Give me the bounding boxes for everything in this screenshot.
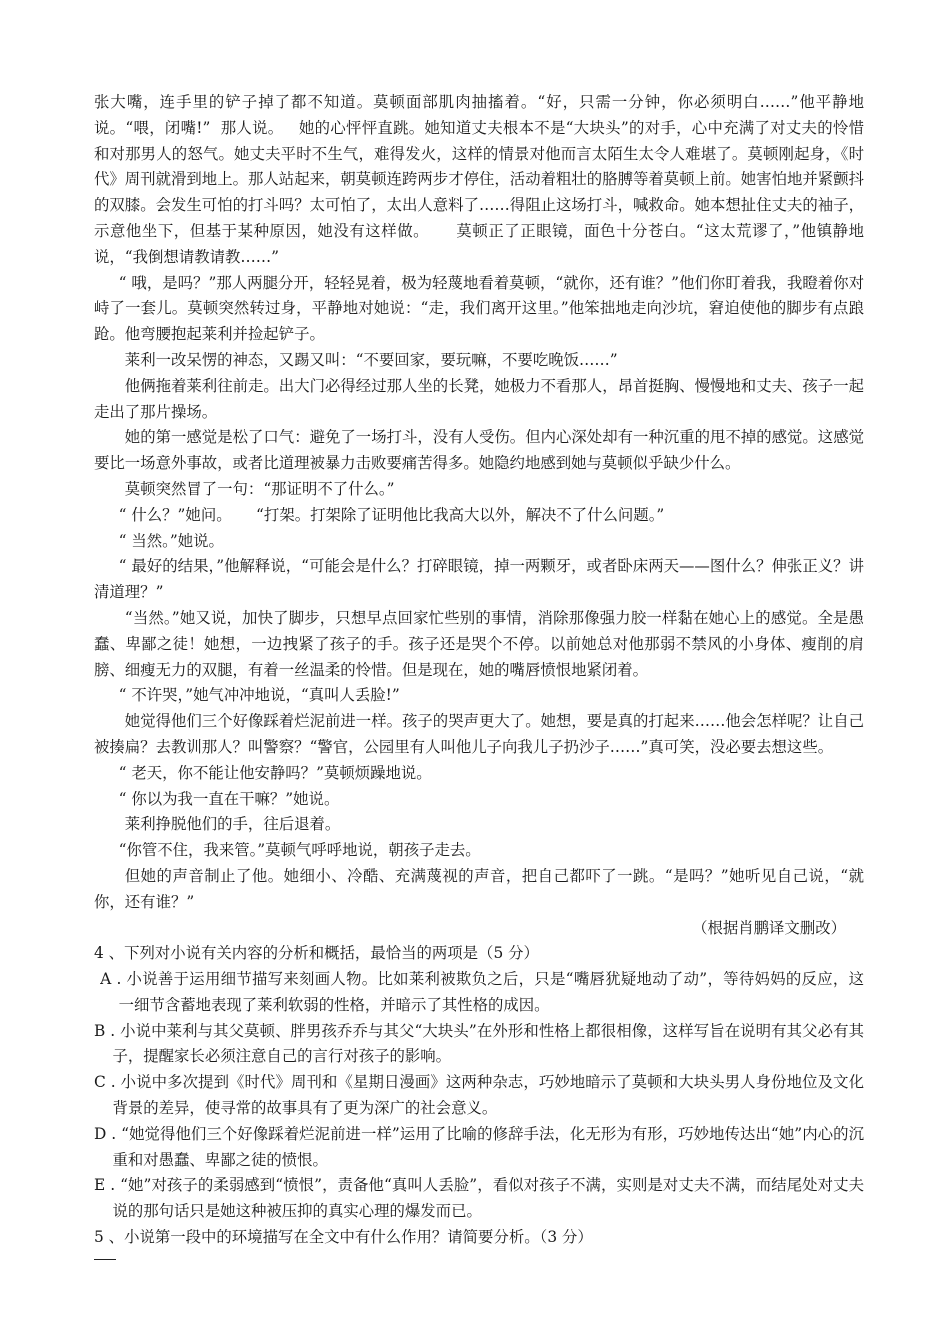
passage-paragraph-10: “当然。”她又说，加快了脚步，只想早点回家忙些别的事情，消除那像强力胶一样黏在她心上的感觉。全是愚蠢、卑鄙之徒！她想，一边拽紧了孩子的手。孩子还是哭个不停。以前她总对他那弱不禁风的小身体、瘦削的肩膀、细瘦无力的双腿，有着一丝温柔的怜惜。但是现在，她的嘴唇愤恨地紧闭着。 <box>94 608 864 679</box>
question-5-stem: 5 、小说第一段中的环境描写在全文中有什么作用？请简要分析。（3 分） <box>94 1228 593 1247</box>
passage-paragraph-1: 张大嘴，连手里的铲子掉了都不知道。莫顿面部肌肉抽搐着。“好，只需一分钟，你必须明白……”他平静地说。“喂，闭嘴!” 那人说。 她的心怦怦直跳。她知道丈夫根本不是“大块头”的对手，心中充满了对丈夫的怜惜和对那男人的怒气。她丈夫平时不生气，难得发火，这样的情景对他而言太陌生太令人难堪了。莫顿刚起身，《时代》周刊就滑到地上。那人站起来，朝莫顿连跨两步才停住，活动着粗壮的胳膊等着莫顿上前。她害怕地并紧颤抖的双膝。会发生可怕的打斗吗？太可怕了，太出人意料了……得阻止这场打斗，喊救命。她本想扯住丈夫的袖子，示意他坐下，但基于某种原因，她没有这样做。 莫顿正了正眼镜，面色十分苍白。“这太荒谬了，”他镇静地说，“我倒想请教请教……” <box>94 93 864 266</box>
passage-paragraph-3: 莱利一改呆愣的神态，又踢又叫：“不要回家，要玩嘛，不要吃晚饭……” <box>124 350 618 369</box>
passage-paragraph-9: “ 最好的结果，”他解释说，“可能会是什么？打碎眼镜，掉一两颗牙，或者卧床两天——图什么？伸张正义？讲清道理？” <box>94 557 864 602</box>
passage-paragraph-17: 但她的声音制止了他。她细小、冷酷、充满蔑视的声音，把自己都吓了一跳。“是吗？”她听见自己说，“就你，还有谁？” <box>94 866 864 911</box>
question-4-option-e: E . “她”对孩子的柔弱感到“愤恨”，责备他“真叫人丢脸”，看似对孩子不满，实则是对丈夫不满，而结尾处对丈夫说的那句话只是她这种被压抑的真实心理的爆发而已。 <box>94 1176 864 1221</box>
passage-paragraph-16: “你管不住，我来管。”莫顿气呼呼地说，朝孩子走去。 <box>118 841 481 860</box>
question-4-option-d: D . “她觉得他们三个好像踩着烂泥前进一样”运用了比喻的修辞手法，化无形为有形，巧妙地传达出“她”内心的沉重和对愚蠢、卑鄙之徒的愤恨。 <box>94 1124 864 1169</box>
passage-paragraph-5: 她的第一感觉是松了口气：避免了一场打斗，没有人受伤。但内心深处却有一种沉重的甩不掉的感觉。这感觉要比一场意外事故，或者比道理被暴力击败要痛苦得多。她隐约地感到她与莫顿似乎缺少什么。 <box>94 428 864 473</box>
passage-paragraph-12: 她觉得他们三个好像踩着烂泥前进一样。孩子的哭声更大了。她想，要是真的打起来……他会怎样呢？让自己被揍扁？去教训那人？叫警察？“警官，公园里有人叫他儿子向我儿子扔沙子……”真可笑，没必要去想这些。 <box>94 712 864 756</box>
question-4-option-a: A . 小说善于运用细节描写来刻画人物。比如莱利被欺负之后，只是“嘴唇犹疑地动了动”，等待妈妈的反应，这一细节含蓄地表现了莱利软弱的性格，并暗示了其性格的成因。 <box>100 970 864 1014</box>
passage-paragraph-2: “ 哦，是吗？”那人两腿分开，轻轻晃着，极为轻蔑地看着莫顿，“就你，还有谁？”他们你盯着我，我瞪着你对峙了一套儿。莫顿突然转过身，平静地对她说：“走，我们离开这里。”他笨拙地走向沙坑，窘迫使他的脚步有点踉跄。他弯腰抱起莱利并捡起铲子。 <box>94 273 864 344</box>
answer-line <box>94 1259 116 1260</box>
exam-page <box>94 90 864 1260</box>
passage-paragraph-14: “ 你以为我一直在干嘛？”她说。 <box>118 789 340 808</box>
question-4-option-b: B . 小说中莱利与其父莫顿、胖男孩乔乔与其父“大块头”在外形和性格上都很相像，这样写旨在说明有其父必有其子，提醒家长必须注意自己的言行对孩子的影响。 <box>94 1021 864 1066</box>
passage-paragraph-13: “ 老天，你不能让他安静吗？”莫顿烦躁地说。 <box>118 763 432 782</box>
passage-paragraph-8: “ 当然。”她说。 <box>118 531 224 550</box>
passage-paragraph-7: “ 什么？”她问。 “打架。打架除了证明他比我高大以外，解决不了什么问题。” <box>118 505 665 524</box>
passage-paragraph-6: 莫顿突然冒了一句：“那证明不了什么。” <box>124 479 395 498</box>
passage-paragraph-15: 莱利挣脱他们的手，往后退着。 <box>124 815 341 834</box>
passage-paragraph-11: “ 不许哭，”她气冲冲地说，“真叫人丢脸!” <box>118 686 400 705</box>
question-4-option-c: C . 小说中多次提到《时代》周刊和《星期日漫画》这两种杂志，巧妙地暗示了莫顿和大块头男人身份地位及文化背景的差异，使寻常的故事具有了更为深广的社会意义。 <box>94 1073 864 1118</box>
passage-source: （根据肖鹏译文删改） <box>692 918 846 937</box>
passage-paragraph-4: 他俩拖着莱利往前走。出大门必得经过那人坐的长凳，她极力不看那人，昂首挺胸、慢慢地和丈夫、孩子一起走出了那片操场。 <box>94 376 864 421</box>
question-4-stem: 4 、下列对小说有关内容的分析和概括，最恰当的两项是（5 分） <box>94 944 539 963</box>
